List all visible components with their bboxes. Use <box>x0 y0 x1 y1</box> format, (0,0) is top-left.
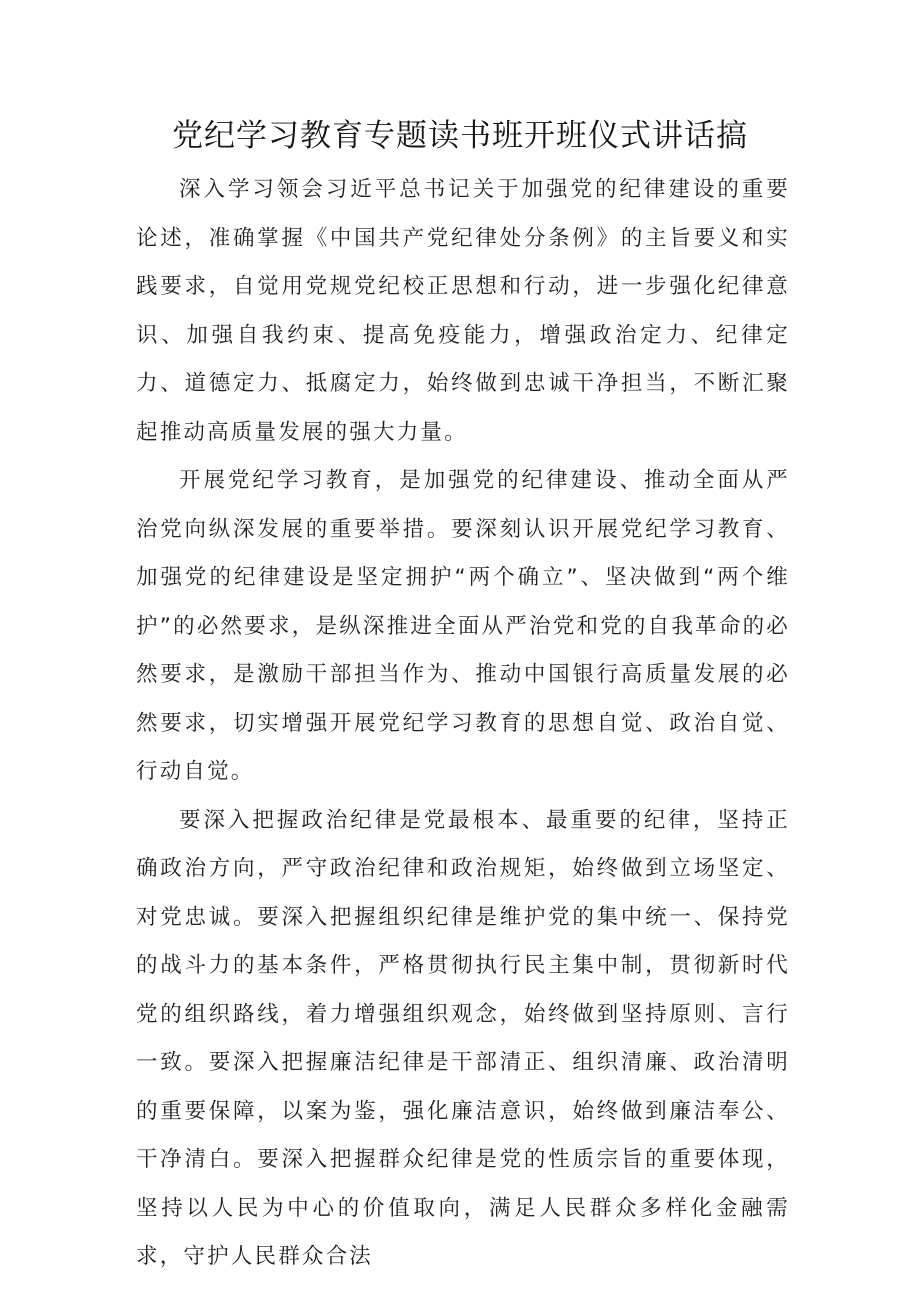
paragraph-2: 开展党纪学习教育，是加强党的纪律建设、推动全面从严治党向纵深发展的重要举措。要深刻认识开展党纪学习教育、加强党的纪律建设是坚定拥护“两个确立”、坚决做到“两个维护”的必然要求，是纵深推进全面从严治党和党的自我革命的必然要求，是激励干部担当作为、推动中国银行高质量发展的必然要求，切实增强开展党纪学习教育的思想自觉、政治自觉、行动自觉。 <box>136 468 790 784</box>
paragraph-1: 深入学习领会习近平总书记关于加强党的纪律建设的重要论述，准确掌握《中国共产党纪律处分条例》的主旨要义和实践要求，自觉用党规党纪校正思想和行动，进一步强化纪律意识、加强自我约束、提高免疫能力，增强政治定力、纪律定力、道德定力、抵腐定力，始终做到忠诚干净担当，不断汇聚起推动高质量发展的强大力量。 <box>136 177 790 445</box>
document-title: 党纪学习教育专题读书班开班仪式讲话搞 <box>172 118 748 154</box>
paragraph-3: 要深入把握政治纪律是党最根本、最重要的纪律，坚持正确政治方向，严守政治纪律和政治规矩，始终做到立场坚定、对党忠诚。要深入把握组织纪律是维护党的集中统一、保持党的战斗力的基本条件，严格贯彻执行民主集中制，贯彻新时代党的组织路线，着力增强组织观念，始终做到坚持原则、言行一致。要深入把握廉洁纪律是干部清正、组织清廉、政治清明的重要保障，以案为鉴，强化廉洁意识，始终做到廉洁奉公、干净清白。要深入把握群众纪律是党的性质宗旨的重要体现，坚持以人民为中心的价值取向，满足人民群众多样化金融需求，守护人民群众合法 <box>136 807 790 1269</box>
document-body <box>136 166 790 1282</box>
